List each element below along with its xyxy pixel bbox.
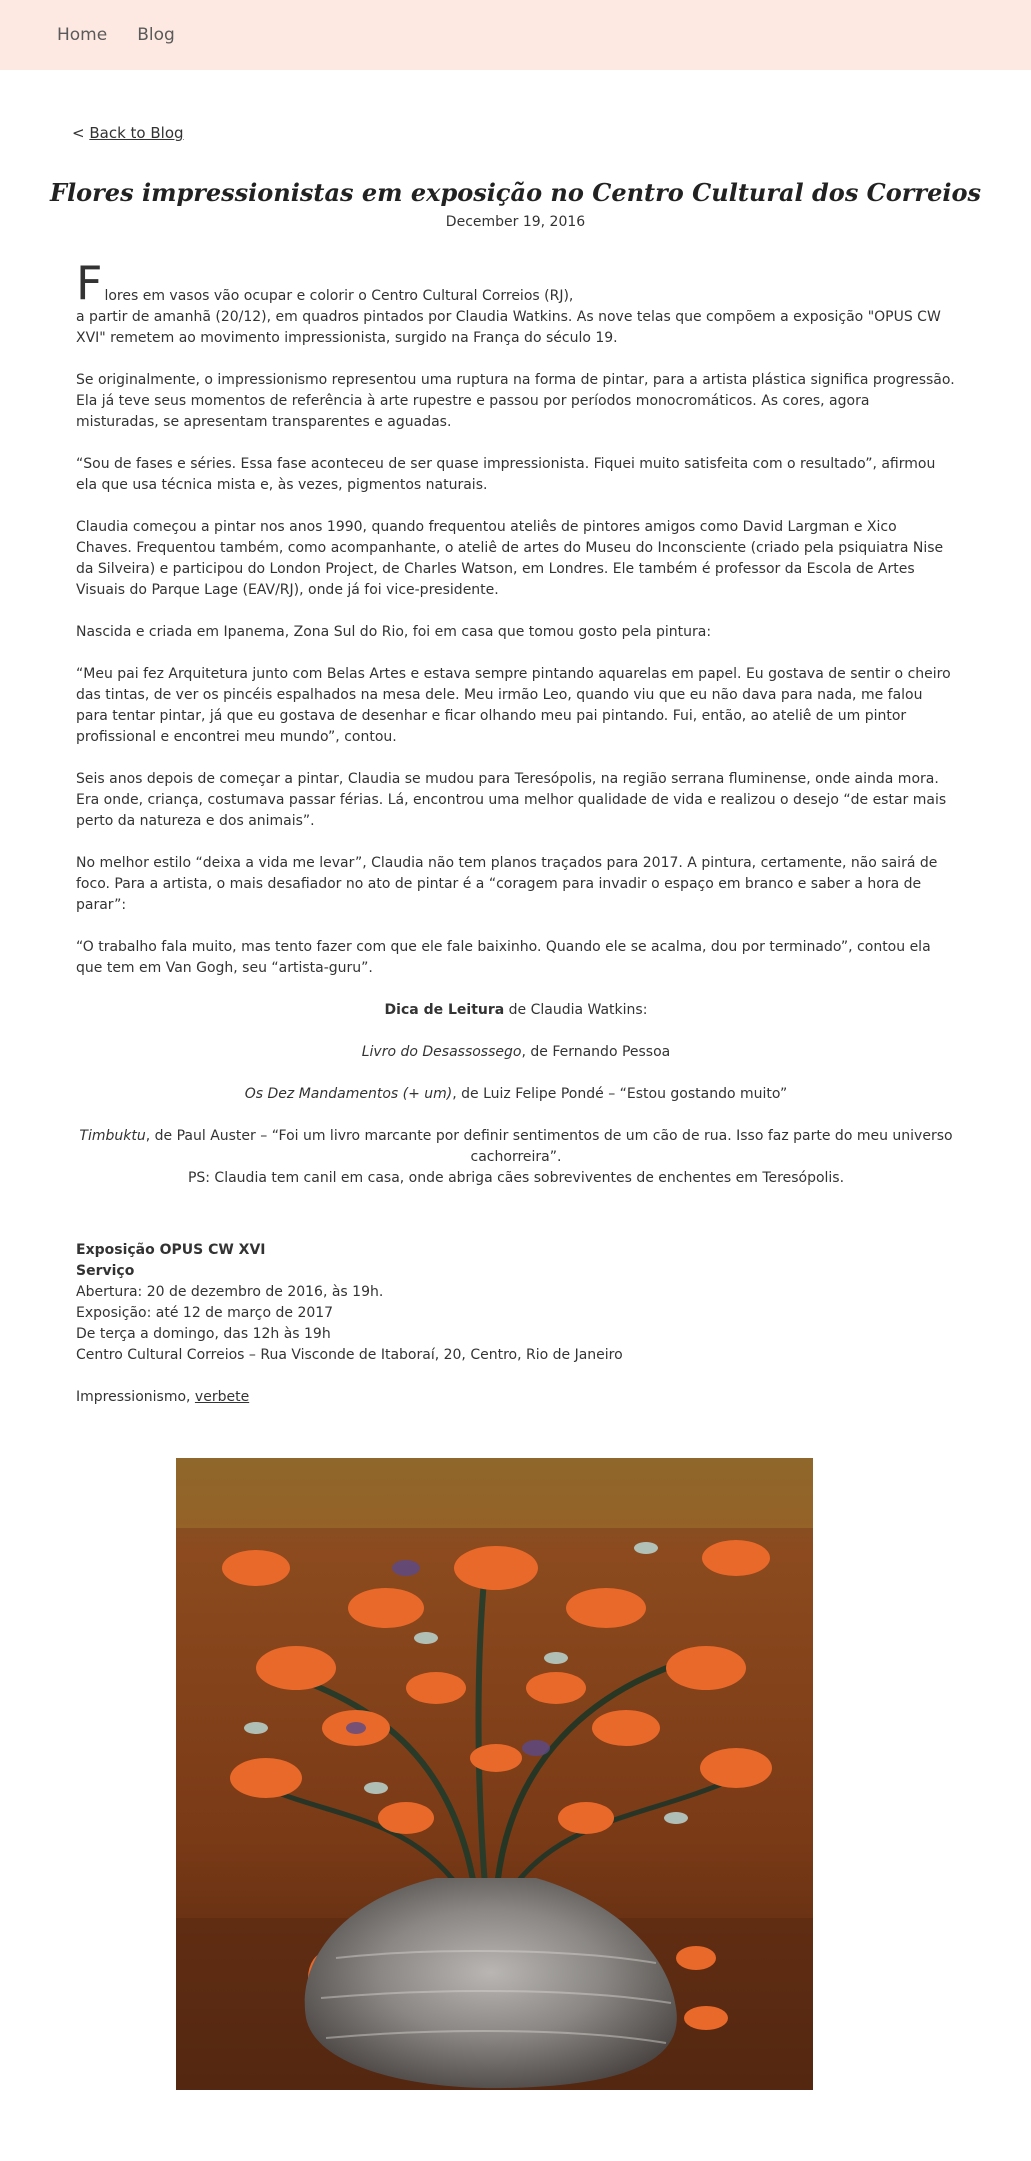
first-paragraph <box>76 256 956 349</box>
reading-heading-rest: de Claudia Watkins: <box>504 1002 648 1018</box>
post-date: December 19, 2016 <box>445 214 586 230</box>
post-body <box>76 256 956 1429</box>
back-arrow-icon: < <box>72 124 85 142</box>
service-block <box>76 1240 956 1366</box>
post-title: Flores impressionistas em exposição no Centro Cultural dos Correios <box>50 178 981 207</box>
paragraph: Se originalmente, o impressionismo representou uma ruptura na forma de pintar, para a artista plástica significa progressão. Ela já teve seus momentos de referência à arte rupestre e passou por períodos monocromáticos. As cores, agora misturadas, se apresentam transparentes e aguadas. <box>76 372 955 430</box>
first-paragraph-rest: a partir de amanhã (20/12), em quadros pintados por Claudia Watkins. As nove telas que compõem a exposição "OPUS CW XVI" remetem ao movimento impressionista, surgido na França do século 19. <box>76 309 941 346</box>
service-line: Exposição: até 12 de março de 2017 <box>76 1305 334 1321</box>
top-navigation <box>0 0 1031 70</box>
painting-svg <box>176 1458 813 2090</box>
paragraph: Seis anos depois de começar a pintar, Claudia se mudou para Teresópolis, na região serrana fluminense, onde ainda mora. Era onde, criança, costumava passar férias. Lá, encontrou uma melhor qualidade de vida e realizou o desejo “de estar mais perto da natureza e dos animais”. <box>76 771 947 829</box>
book-1-rest: , de Fernando Pessoa <box>521 1044 671 1060</box>
book-3-title: Timbuktu <box>79 1128 146 1144</box>
service-line: Abertura: 20 de dezembro de 2016, às 19h. <box>76 1284 384 1300</box>
tag-link-verbete[interactable]: verbete <box>194 1389 250 1405</box>
service-title-1: Exposição OPUS CW XVI <box>76 1242 266 1258</box>
painting-flowers-vase-icon <box>176 1458 813 2090</box>
book-2-rest: , de Luiz Felipe Pondé – “Estou gostando muito” <box>452 1086 788 1102</box>
reading-book-3 <box>76 1126 956 1168</box>
tags <box>76 1387 956 1408</box>
first-line: lores em vasos vão ocupar e colorir o Centro Cultural Correios (RJ), <box>104 288 574 304</box>
paragraph: Nascida e criada em Ipanema, Zona Sul do Rio, foi em casa que tomou gosto pela pintura: <box>76 624 712 640</box>
spacer <box>76 1210 956 1240</box>
nav-blog-link[interactable]: Blog <box>137 25 175 45</box>
service-title-2: Serviço <box>76 1263 135 1279</box>
book-1-title: Livro do Desassossego <box>361 1044 522 1060</box>
book-2-title: Os Dez Mandamentos (+ um) <box>244 1086 453 1102</box>
paragraph: “Sou de fases e séries. Essa fase aconteceu de ser quase impressionista. Fiquei muito satisfeita com o resultado”, afirmou ela que usa técnica mista e, às vezes, pigmentos naturais. <box>76 456 936 493</box>
paragraph: “Meu pai fez Arquitetura junto com Belas Artes e estava sempre pintando aquarelas em papel. Eu gostava de sentir o cheiro das tintas, de ver os pincéis espalhados na mesa dele. Meu irmão Leo, quando viu que eu não dava para nada, me falou para tentar pintar, já que eu gostava de desenhar e ficar olhando meu pai pintando. Fui, então, ao ateliê de um pintor profissional e encontrei meu mundo”, contou. <box>76 666 951 745</box>
ps-note: PS: Claudia tem canil em casa, onde abriga cães sobreviventes de enchentes em Teresópolis. <box>187 1170 845 1186</box>
reading-heading <box>76 1000 956 1021</box>
paragraph: No melhor estilo “deixa a vida me levar”, Claudia não tem planos traçados para 2017. A pintura, certamente, não sairá de foco. Para a artista, o mais desafiador no ato de pintar é a “coragem para invadir o espaço em branco e saber a hora de parar”: <box>76 855 938 913</box>
service-line: De terça a domingo, das 12h às 19h <box>76 1326 331 1342</box>
service-line: Centro Cultural Correios – Rua Visconde de Itaboraí, 20, Centro, Rio de Janeiro <box>76 1347 623 1363</box>
back-to-blog-link[interactable]: Back to Blog <box>89 124 184 142</box>
reading-book-1 <box>76 1042 956 1063</box>
reading-book-2 <box>76 1084 956 1105</box>
nav-home-link[interactable]: Home <box>57 25 108 45</box>
paragraph: “O trabalho fala muito, mas tento fazer com que ele fale baixinho. Quando ele se acalma, dou por terminado”, contou ela que tem em Van Gogh, seu “artista-guru”. <box>76 939 931 976</box>
reading-heading-bold: Dica de Leitura <box>384 1002 505 1018</box>
tags-prefix: Impressionismo, <box>76 1389 195 1405</box>
drop-cap: F <box>76 256 103 310</box>
back-to-blog[interactable] <box>72 124 184 142</box>
paragraph: Claudia começou a pintar nos anos 1990, quando frequentou ateliês de pintores amigos como David Largman e Xico Chaves. Frequentou também, como acompanhante, o ateliê de artes do Museu do Inconsciente (criado pela psiquiatra Nise da Silveira) e participou do London Project, de Charles Watson, em Londres. Ele também é professor da Escola de Artes Visuais do Parque Lage (EAV/RJ), onde já foi vice-presidente. <box>76 519 944 598</box>
book-3-rest: , de Paul Auster – “Foi um livro marcante por definir sentimentos de um cão de rua. Isso faz parte do meu universo cachorreira”. <box>145 1128 953 1165</box>
